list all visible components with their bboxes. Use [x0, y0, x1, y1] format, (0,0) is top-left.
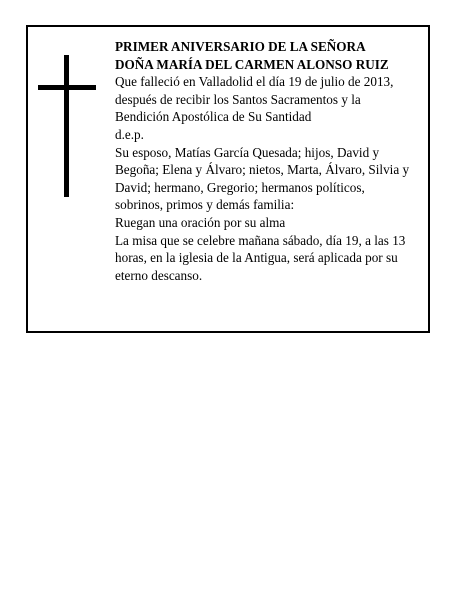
obituary-text	[115, 38, 423, 284]
notice-title-line: PRIMER ANIVERSARIO DE LA SEÑORA	[115, 39, 366, 54]
notice-body-line: horas, en la iglesia de la Antigua, será aplicada por su	[115, 250, 398, 266]
notice-body-line: La misa que se celebre mañana sábado, día 19, a las 13	[115, 232, 406, 248]
notice-body-line: Begoña; Elena y Álvaro; nietos, Marta, Álvaro, Silvia y	[115, 162, 410, 178]
notice-body-line: Su esposo, Matías García Quesada; hijos, David y	[115, 144, 380, 160]
cross-icon	[64, 55, 69, 197]
notice-name-line: DOÑA MARÍA DEL CARMEN ALONSO RUIZ	[115, 56, 389, 72]
notice-body-line: eterno descanso.	[115, 267, 203, 283]
notice-body-line: David; hermano, Gregorio; hermanos políticos,	[115, 179, 365, 195]
notice-body-line: sobrinos, primos y demás familia:	[115, 197, 295, 213]
notice-body-line: después de recibir los Santos Sacramentos y la	[115, 91, 361, 107]
notice-body-line: Ruegan una oración por su alma	[115, 214, 286, 230]
notice-body-line: Que falleció en Valladolid el día 19 de julio de 2013,	[115, 74, 394, 90]
cross-icon-bar	[38, 85, 96, 90]
notice-body-line: d.e.p.	[115, 126, 144, 142]
notice-body-line: Bendición Apostólica de Su Santidad	[115, 109, 312, 125]
